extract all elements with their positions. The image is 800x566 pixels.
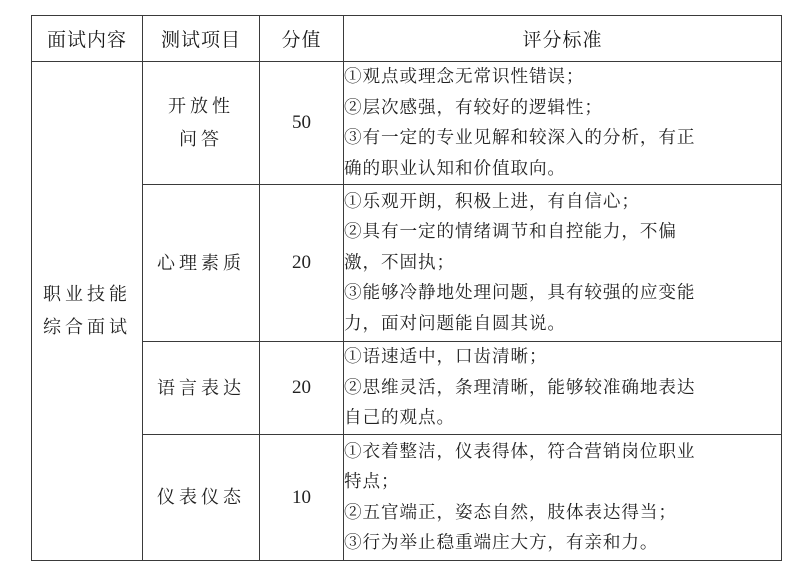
- criteria-cell: [344, 435, 782, 561]
- criteria-cell: [344, 185, 782, 342]
- item-line: 开放性: [168, 96, 234, 117]
- item-line: 问答: [179, 129, 223, 150]
- item-cell: [143, 342, 260, 435]
- header-score: 分值: [260, 16, 344, 62]
- score-cell: 20: [260, 342, 344, 435]
- criteria-line: ①乐观开朗，积极上进，有自信心；: [344, 191, 640, 212]
- criteria-line: 确的职业认知和价值取向。: [344, 158, 566, 179]
- table-row: [32, 185, 782, 342]
- category-line: 综合面试: [43, 317, 131, 338]
- item-line: 语言表达: [157, 377, 245, 399]
- item-cell: [143, 185, 260, 342]
- criteria-line: ①观点或理念无常识性错误；: [344, 67, 585, 87]
- criteria-line: 力，面对问题能自圆其说。: [344, 313, 566, 334]
- header-content: 面试内容: [32, 16, 143, 62]
- table-row: [32, 62, 782, 185]
- score-cell: 10: [260, 435, 344, 561]
- header-row: [32, 16, 782, 62]
- criteria-cell: [344, 62, 782, 185]
- item-line: 心理素质: [157, 252, 245, 274]
- category-line: 职业技能: [43, 284, 131, 305]
- category-cell: [32, 62, 143, 561]
- table-row: [32, 342, 782, 435]
- criteria-cell: [344, 342, 782, 435]
- criteria-line: ②层次感强，有较好的逻辑性；: [344, 97, 603, 118]
- criteria-line: ②思维灵活，条理清晰，能够较准确地表达: [344, 377, 696, 398]
- criteria-line: ③行为举止稳重端庄大方，有亲和力。: [344, 533, 659, 553]
- criteria-line: ②五官端正，姿态自然，肢体表达得当；: [344, 502, 677, 523]
- interview-scoring-table: [31, 15, 782, 561]
- criteria-line: 特点；: [344, 472, 400, 492]
- criteria-line: ③有一定的专业见解和较深入的分析，有正: [344, 128, 696, 148]
- item-line: 仪表仪态: [157, 487, 245, 508]
- criteria-line: ③能够冷静地处理问题，具有较强的应变能: [344, 283, 696, 304]
- item-cell: [143, 435, 260, 561]
- header-item: 测试项目: [143, 16, 260, 62]
- item-cell: [143, 62, 260, 185]
- score-cell: 50: [260, 62, 344, 185]
- score-cell: 20: [260, 185, 344, 342]
- criteria-line: ②具有一定的情绪调节和自控能力，不偏: [344, 222, 677, 243]
- criteria-line: 激，不固执；: [344, 252, 455, 273]
- table-row: [32, 435, 782, 561]
- criteria-line: ①语速适中，口齿清晰；: [344, 347, 548, 368]
- criteria-line: 自己的观点。: [344, 408, 455, 429]
- header-criteria: 评分标准: [344, 16, 782, 62]
- criteria-line: ①衣着整洁，仪表得体，符合营销岗位职业: [344, 441, 696, 462]
